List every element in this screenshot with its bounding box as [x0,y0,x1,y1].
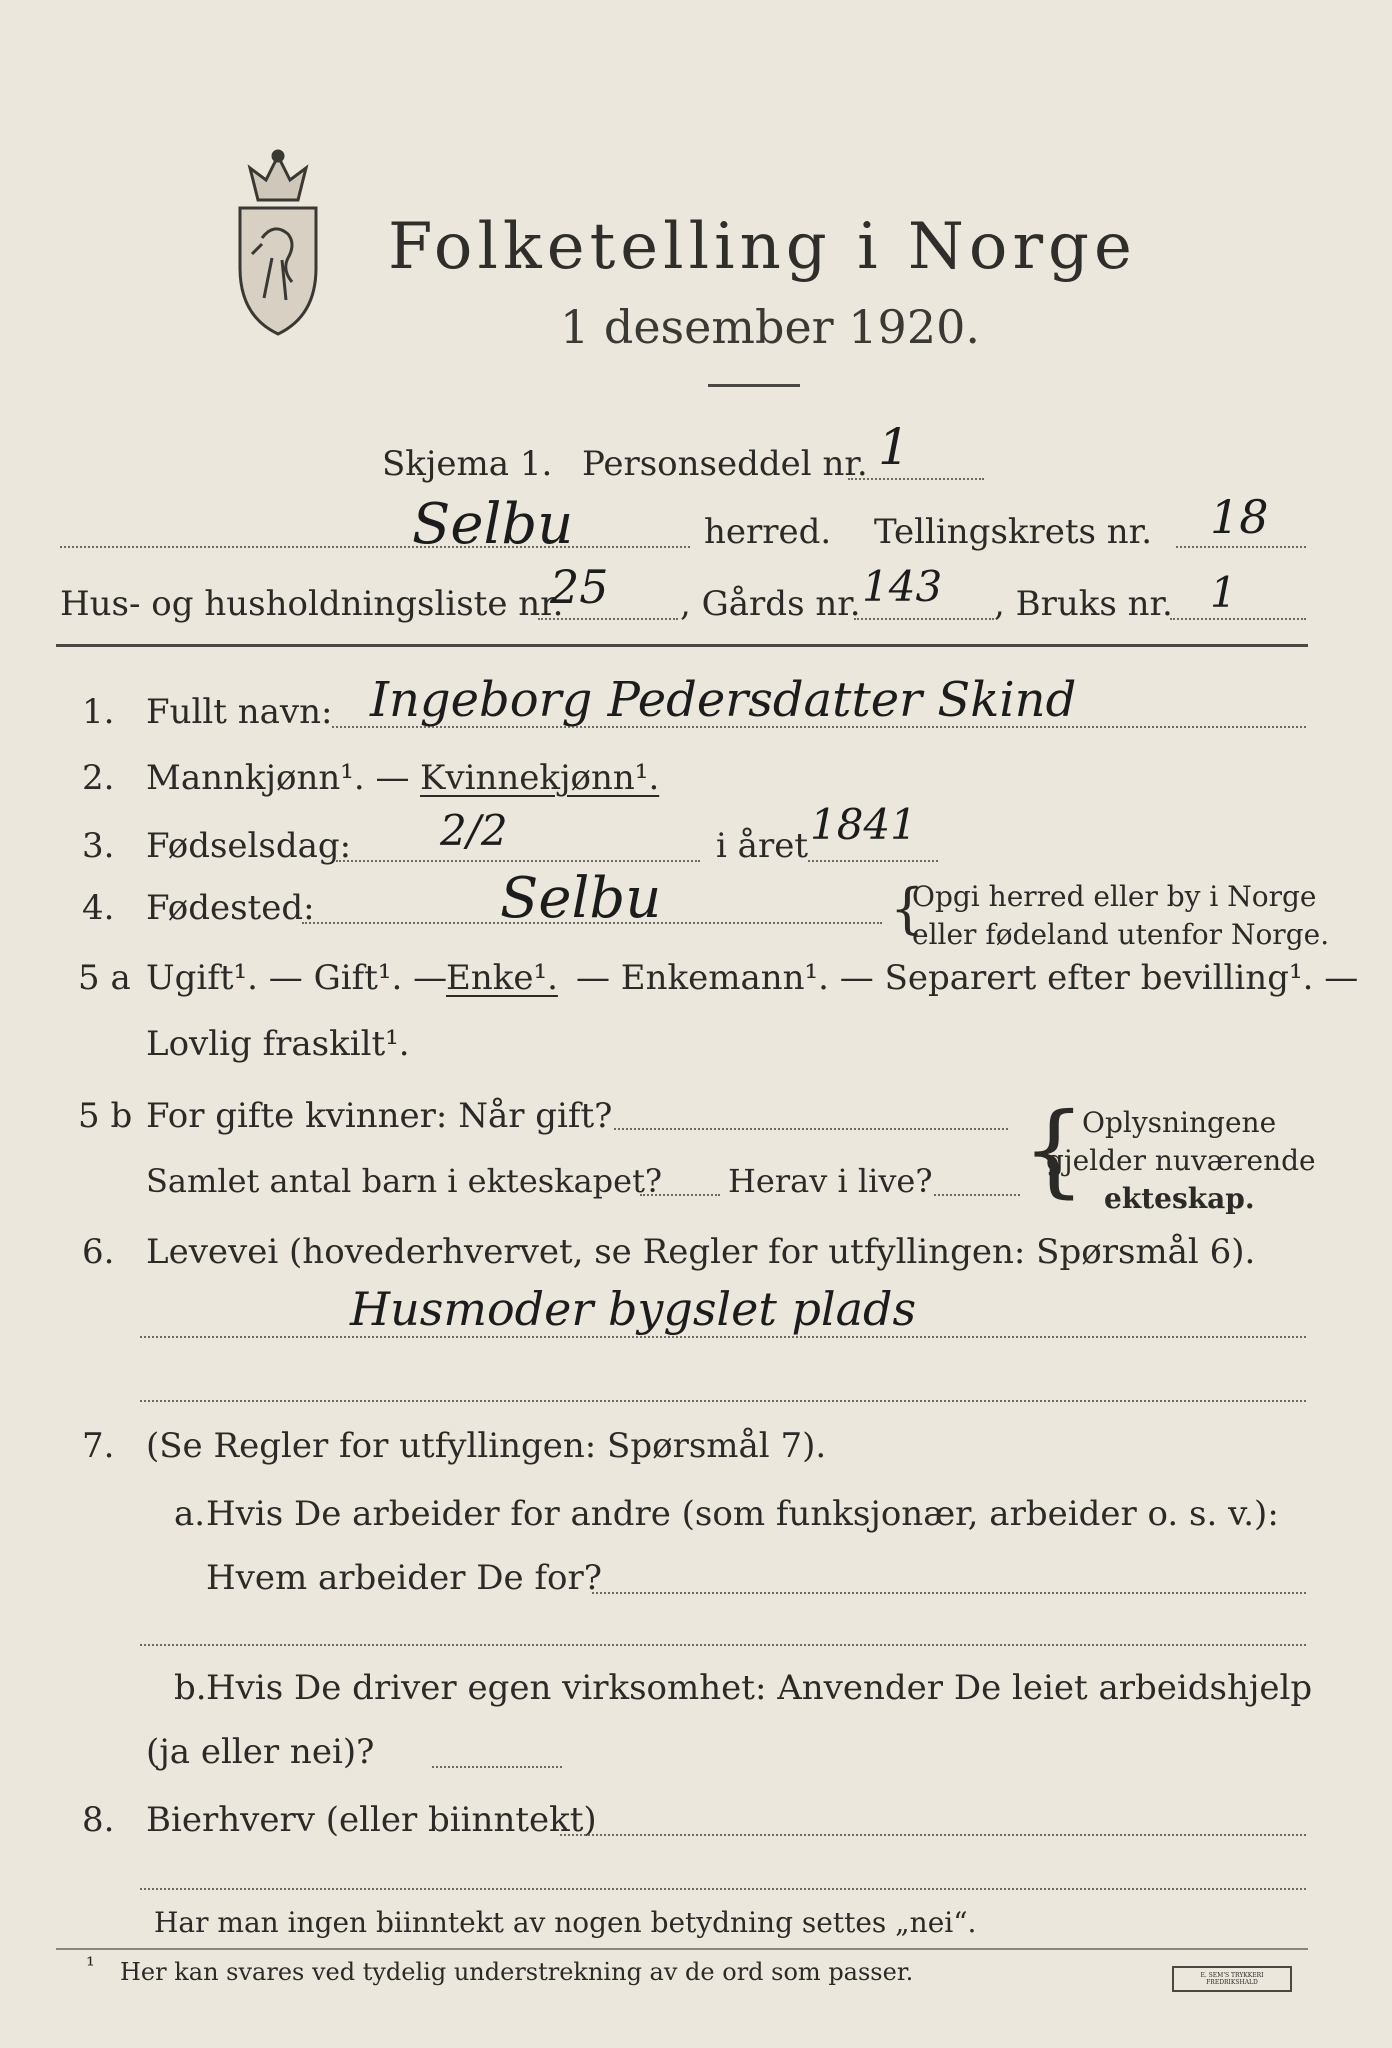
census-date: 1 desember 1920. [560,300,980,354]
footnote-divider [56,1948,1308,1950]
schema-label: Skjema 1. [382,444,553,484]
q8-number: 8. [82,1800,115,1840]
divorced-option[interactable]: Lovlig fraskilt¹. [146,1024,410,1064]
married-when-label: For gifte kvinner: Når gift? [146,1096,613,1136]
bracket-icon: { [1022,1091,1086,1208]
q7b-text: Hvis De driver egen virksomhet: Anvender De leiet arbeidshjelp [206,1668,1313,1708]
widow-option[interactable]: Enke¹. [446,958,558,998]
bruks-value: 1 [1210,568,1237,617]
birth-year-value: 1841 [810,800,917,849]
employer-field-2[interactable] [140,1644,1306,1646]
q3-number: 3. [82,826,115,866]
q7a-question: Hvem arbeider De for? [206,1558,602,1598]
q7b-letter: b. [174,1668,207,1708]
q5a-number: 5 a [78,958,131,998]
q5b-number: 5 b [78,1096,133,1136]
side-income-note: Har man ingen biinntekt av nogen betydning settes „nei“. [154,1906,977,1939]
full-name-value: Ingeborg Pedersdatter Skind [370,672,1077,728]
q1-number: 1. [82,692,115,732]
alive-field[interactable] [934,1194,1020,1196]
personseddel-value: 1 [878,418,910,476]
herred-value: Selbu [412,492,574,557]
marital-options-b[interactable]: — Enkemann¹. — Separert efter bevilling¹. — [576,958,1359,998]
tellingskrets-value: 18 [1210,490,1269,544]
q1-label: Fullt navn: [146,692,333,732]
q4-number: 4. [82,888,115,928]
q7-number: 7. [82,1426,115,1466]
hus-field[interactable] [538,618,678,620]
q3-label: Fødselsdag: [146,826,352,866]
occupation-field-1[interactable] [140,1336,1306,1338]
herred-field[interactable] [60,546,690,548]
children-label: Samlet antal barn i ekteskapet? [146,1162,663,1200]
bracket-icon: { [890,877,925,940]
q7a-text: Hvis De arbeider for andre (som funksjonær, arbeider o. s. v.): [206,1494,1279,1534]
form-title: Folketelling i Norge [388,210,1137,284]
marriage-note-3: ekteskap. [1104,1182,1255,1215]
year-label: i året [716,826,808,866]
gards-value: 143 [862,562,943,611]
married-when-field[interactable] [614,1128,1008,1130]
birthday-field[interactable] [336,860,700,862]
alive-label: Herav i live? [728,1162,933,1200]
birthplace-note-2: eller fødeland utenfor Norge. [912,918,1330,951]
bruks-label: , Bruks nr. [994,584,1173,624]
q2-number: 2. [82,758,115,798]
footnote-mark: ¹ [86,1954,95,1979]
hus-value: 25 [550,560,609,614]
hired-help-field[interactable] [432,1766,562,1768]
q6-label: Levevei (hovederhvervet, se Regler for utfyllingen: Spørsmål 6). [146,1232,1256,1272]
q4-label: Fødested: [146,888,315,928]
hus-label: Hus- og husholdningsliste nr. [60,584,564,624]
q6-number: 6. [82,1232,115,1272]
employer-field-1[interactable] [592,1592,1306,1594]
female-option[interactable]: Kvinnekjønn¹. [420,758,660,798]
birthday-value: 2/2 [440,806,508,855]
bruks-field[interactable] [1170,618,1306,620]
marriage-note-1: Oplysningene [1082,1106,1277,1139]
birthplace-note-1: Opgi herred eller by i Norge [912,880,1317,913]
male-option[interactable]: Mannkjønn¹. — [146,758,410,798]
marriage-note-2: gjelder nuværende [1046,1144,1316,1177]
birth-year-field[interactable] [808,860,938,862]
tellingskrets-field[interactable] [1176,546,1306,548]
tellingskrets-label: Tellingskrets nr. [874,512,1153,552]
occupation-field-2[interactable] [140,1400,1306,1402]
marital-options-a[interactable]: Ugift¹. — Gift¹. — [146,958,448,998]
side-income-field-1[interactable] [560,1834,1306,1836]
title-divider [708,384,800,387]
personseddel-field[interactable] [848,478,984,480]
q8-label: Bierhverv (eller biinntekt) [146,1800,597,1840]
birthplace-value: Selbu [500,866,662,931]
occupation-value: Husmoder bygslet plads [350,1282,917,1336]
q7-label: (Se Regler for utfyllingen: Spørsmål 7). [146,1426,827,1466]
children-field[interactable] [640,1194,720,1196]
footnote-text: Her kan svares ved tydelig understrekning av de ord som passer. [120,1958,914,1986]
header-divider [56,644,1308,647]
gards-field[interactable] [854,618,994,620]
q7b-question: (ja eller nei)? [146,1732,375,1772]
side-income-field-2[interactable] [140,1888,1306,1890]
q7a-letter: a. [174,1494,206,1534]
coat-of-arms-icon [222,148,334,338]
gards-label: , Gårds nr. [680,584,861,624]
personseddel-label: Personseddel nr. [582,444,868,484]
printer-stamp: E. SEM'S TRYKKERI FREDRIKSHALD [1172,1966,1292,1992]
herred-label: herred. [704,512,832,552]
